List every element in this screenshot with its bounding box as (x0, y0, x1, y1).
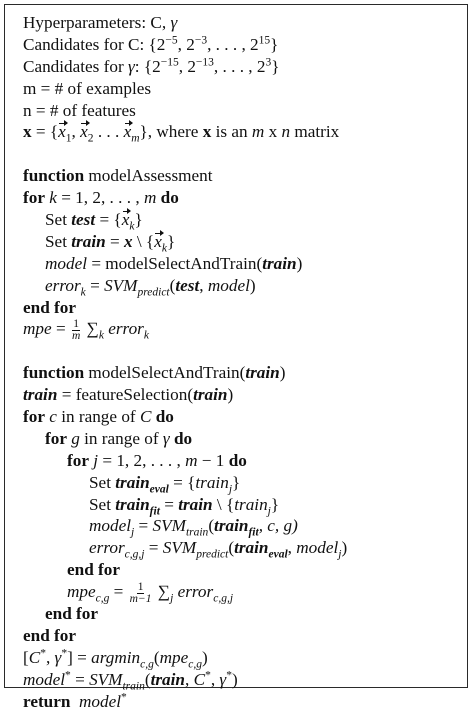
eq: = (134, 516, 153, 536)
g-var: g (66, 428, 80, 448)
sub: c,g,j (213, 592, 234, 605)
vector-x: x (58, 122, 66, 142)
gamma-symbol: γ (128, 56, 135, 76)
train-var: train (23, 385, 58, 405)
keyword-for: for (23, 407, 45, 427)
end-for-g: end for (45, 604, 98, 624)
exponent: 3 (265, 56, 272, 69)
base: 2 (250, 34, 259, 54)
paren: ) (231, 669, 238, 689)
paren: ) (249, 275, 256, 295)
setminus: \ { (132, 231, 155, 251)
sum-symbol: ∑ (153, 582, 171, 602)
sub: predict (137, 286, 170, 299)
m-var: m (251, 122, 265, 142)
mpe-var: mpe (159, 647, 189, 667)
exponent: −13 (195, 56, 214, 69)
model-var: model (89, 516, 132, 536)
base: 2 (187, 56, 196, 76)
set-train-line (23, 231, 459, 253)
eq: ] = (67, 647, 92, 667)
base: 2 (156, 34, 166, 54)
candidates-c-line (23, 34, 459, 56)
sub: j (228, 483, 233, 496)
sub: k (129, 220, 135, 233)
sub: j (267, 505, 271, 518)
m-definition: m = # of examples (23, 78, 152, 98)
text: }, where (139, 122, 203, 142)
brace: } (134, 210, 143, 230)
keyword-function: function (23, 166, 85, 186)
denominator: m−1 (129, 592, 152, 605)
set-word: Set (45, 210, 72, 230)
exponent: −5 (165, 34, 178, 47)
star: * (226, 668, 232, 681)
sep: , (177, 34, 187, 54)
function-name: modelAssessment (84, 166, 213, 186)
keyword-function: function (23, 363, 85, 383)
hyper-label: Hyperparameters: C, (23, 13, 167, 32)
spacer (23, 143, 459, 165)
set-train-fit-line (23, 494, 459, 516)
model-var: model (296, 538, 339, 558)
C-var: C (193, 669, 206, 689)
gamma-symbol: γ (219, 669, 227, 689)
function-model-assessment (23, 165, 459, 187)
vector-x: x (80, 122, 88, 142)
vector-x: x (121, 210, 130, 230)
for-g-line (23, 428, 459, 450)
sep: , . . . , (207, 34, 251, 54)
train-var: train (178, 494, 213, 514)
range: in range of (79, 428, 163, 448)
sub: j (170, 592, 174, 605)
model-var: model (23, 669, 66, 689)
model-var: model (70, 691, 122, 711)
sub: j (131, 526, 135, 539)
C-var: C (139, 407, 152, 427)
range: in range of (56, 407, 140, 427)
sub: fit (149, 505, 160, 518)
paren: ( (228, 538, 235, 558)
call: = featureSelection( (57, 385, 194, 405)
model-var: model (45, 253, 88, 273)
feature-selection-line (23, 384, 459, 406)
svm: SVM (162, 538, 197, 558)
return-line (23, 691, 459, 713)
x-definition (23, 121, 459, 143)
gamma-symbol: γ (54, 647, 62, 667)
sep: , (178, 56, 188, 76)
svm: SVM (89, 669, 123, 689)
mpe-var: mpe (23, 319, 52, 339)
eq: = (144, 538, 163, 558)
eq: = (105, 231, 124, 251)
sub: c,g,j (124, 548, 145, 561)
eq: = (51, 319, 70, 339)
base: 2 (256, 56, 266, 76)
for-c-line (23, 406, 459, 428)
vector-x: x (154, 231, 162, 251)
test-var: test (71, 210, 96, 230)
eq: = (70, 669, 90, 689)
function-model-select-and-train (23, 362, 459, 384)
m-var: m (185, 450, 198, 470)
model-var: model (207, 275, 250, 295)
vector-x: x (123, 122, 132, 142)
train-var: train (234, 538, 269, 558)
sub: c,g (95, 592, 110, 605)
paren: ( (169, 275, 176, 295)
hyperparameters-line (23, 12, 459, 34)
algorithm-box (4, 4, 468, 711)
x-bold: x (123, 231, 133, 251)
set-word: Set (89, 472, 116, 492)
numerator: 1 (137, 580, 144, 593)
spacer (23, 340, 459, 362)
set-train-eval-line (23, 472, 459, 494)
star: * (40, 647, 46, 660)
exponent: −15 (160, 56, 179, 69)
train-var: train (245, 363, 280, 383)
mpe-cg-line (23, 581, 459, 603)
star: * (205, 668, 211, 681)
sub: j (338, 548, 342, 561)
argmin-line (23, 647, 459, 669)
sub: k (98, 329, 104, 342)
error-cgj-line (23, 537, 459, 559)
model-j-line (23, 515, 459, 537)
base: 2 (186, 34, 195, 54)
set-word: Set (45, 231, 72, 251)
mpe-line (23, 318, 459, 343)
train-italic: train (195, 472, 229, 492)
minus-one: − 1 (197, 450, 225, 470)
paren: ) (201, 647, 208, 667)
j-var: j (88, 450, 99, 470)
eq: = { (95, 210, 122, 230)
svm: SVM (152, 516, 186, 536)
for-j-line (23, 450, 459, 472)
eq: = (85, 275, 105, 295)
brace: } (270, 34, 279, 54)
brace: } (270, 494, 280, 514)
n-definition: n = # of features (23, 100, 136, 120)
keyword-for: for (67, 450, 89, 470)
sub: eval (149, 483, 169, 496)
sub: train (122, 680, 145, 693)
exponent: −3 (194, 34, 208, 47)
c-var: c (44, 407, 57, 427)
keyword-do: do (156, 188, 179, 208)
call: = modelSelectAndTrain( (87, 253, 263, 273)
candc-label: Candidates for C: (23, 34, 149, 54)
test-var: test (175, 275, 200, 295)
base: 2 (152, 56, 161, 76)
mpe-var: mpe (67, 582, 96, 602)
train-var: train (262, 253, 297, 273)
argmin: argmin (91, 647, 141, 667)
text: x (264, 122, 282, 142)
sub: 1 (65, 132, 72, 145)
train-italic: train (234, 494, 268, 514)
gamma-symbol: γ (162, 428, 170, 448)
C-var: C (28, 647, 41, 667)
denominator: m (71, 330, 81, 343)
set-test-line (23, 209, 459, 231)
brace: } (166, 231, 176, 251)
star: * (65, 668, 71, 681)
error-var: error (173, 582, 214, 602)
train-var: train (150, 669, 185, 689)
brace: { (143, 56, 153, 76)
sub: c,g (140, 658, 154, 671)
x-bold: x (202, 122, 212, 142)
train-var: train (193, 385, 228, 405)
model-assign-line (23, 253, 459, 275)
gamma-symbol: γ (170, 13, 178, 32)
fraction (72, 319, 80, 342)
sub: eval (268, 548, 288, 561)
sep: , . . . , (213, 56, 257, 76)
error-var: error (89, 538, 125, 558)
sub: fit (248, 526, 259, 539)
keyword-for: for (23, 188, 45, 208)
keyword-do: do (224, 450, 247, 470)
range: = 1, 2, . . . , (98, 450, 186, 470)
colon: : (134, 56, 144, 76)
keyword-return: return (23, 691, 71, 711)
algorithm-text (23, 12, 459, 713)
fraction (130, 582, 152, 605)
sum-symbol: ∑ (82, 319, 99, 339)
paren: ( (153, 647, 160, 667)
eq: = (159, 494, 179, 514)
error-var: error (45, 275, 81, 295)
paren: ) (227, 385, 234, 405)
range: = 1, 2, . . . , (56, 188, 144, 208)
sub: k (161, 242, 167, 255)
sub: predict (196, 548, 229, 561)
for-k-line (23, 187, 459, 209)
sep: , (71, 122, 81, 142)
sep: , (287, 538, 297, 558)
star: * (61, 647, 68, 660)
set-word: Set (89, 494, 116, 514)
function-name: modelSelectAndTrain( (84, 363, 246, 383)
candg-label: Candidates for (23, 56, 129, 76)
brace: { (148, 34, 157, 54)
train-var: train (214, 516, 249, 536)
eq: = (109, 582, 128, 602)
candidates-gamma-line (23, 56, 459, 78)
x-bold: x (23, 122, 32, 142)
sep: , (210, 669, 220, 689)
keyword-for: for (45, 428, 67, 448)
brace: } (271, 56, 280, 76)
train-var: train (115, 472, 150, 492)
sub: k (80, 286, 86, 299)
sub: 2 (87, 132, 94, 145)
paren: ) (279, 363, 286, 383)
model-star-line (23, 669, 459, 691)
end-for-k: end for (23, 297, 76, 317)
sub: k (143, 329, 149, 342)
error-var: error (103, 319, 144, 339)
text: is an (211, 122, 252, 142)
exponent: 15 (258, 34, 271, 47)
svm: SVM (104, 275, 138, 295)
paren: ) (341, 538, 348, 558)
n-var: n (281, 122, 291, 142)
sep: , (185, 669, 194, 689)
end-for-c: end for (23, 625, 76, 645)
sub: train (185, 526, 209, 539)
text: matrix (290, 122, 340, 142)
sep: , (199, 275, 208, 295)
sub: c,g (188, 658, 202, 671)
args: , c, g) (258, 516, 298, 536)
m-var: m (143, 188, 157, 208)
k-var: k (44, 188, 57, 208)
bracket: [ (23, 647, 29, 667)
end-for-j: end for (67, 560, 120, 580)
keyword-do: do (151, 407, 174, 427)
train-var: train (71, 231, 106, 251)
error-k-line (23, 275, 459, 297)
paren: ( (208, 516, 215, 536)
star: * (121, 690, 127, 703)
brace: } (232, 472, 241, 492)
keyword-do: do (169, 428, 193, 448)
train-var: train (115, 494, 150, 514)
eq: = { (168, 472, 196, 492)
paren: ( (144, 669, 151, 689)
numerator: 1 (73, 318, 79, 331)
setminus: \ { (212, 494, 235, 514)
dots: . . . (93, 122, 124, 142)
paren: ) (296, 253, 303, 273)
sep: , (45, 647, 55, 667)
sub: m (131, 132, 140, 145)
eq: = { (31, 122, 59, 142)
